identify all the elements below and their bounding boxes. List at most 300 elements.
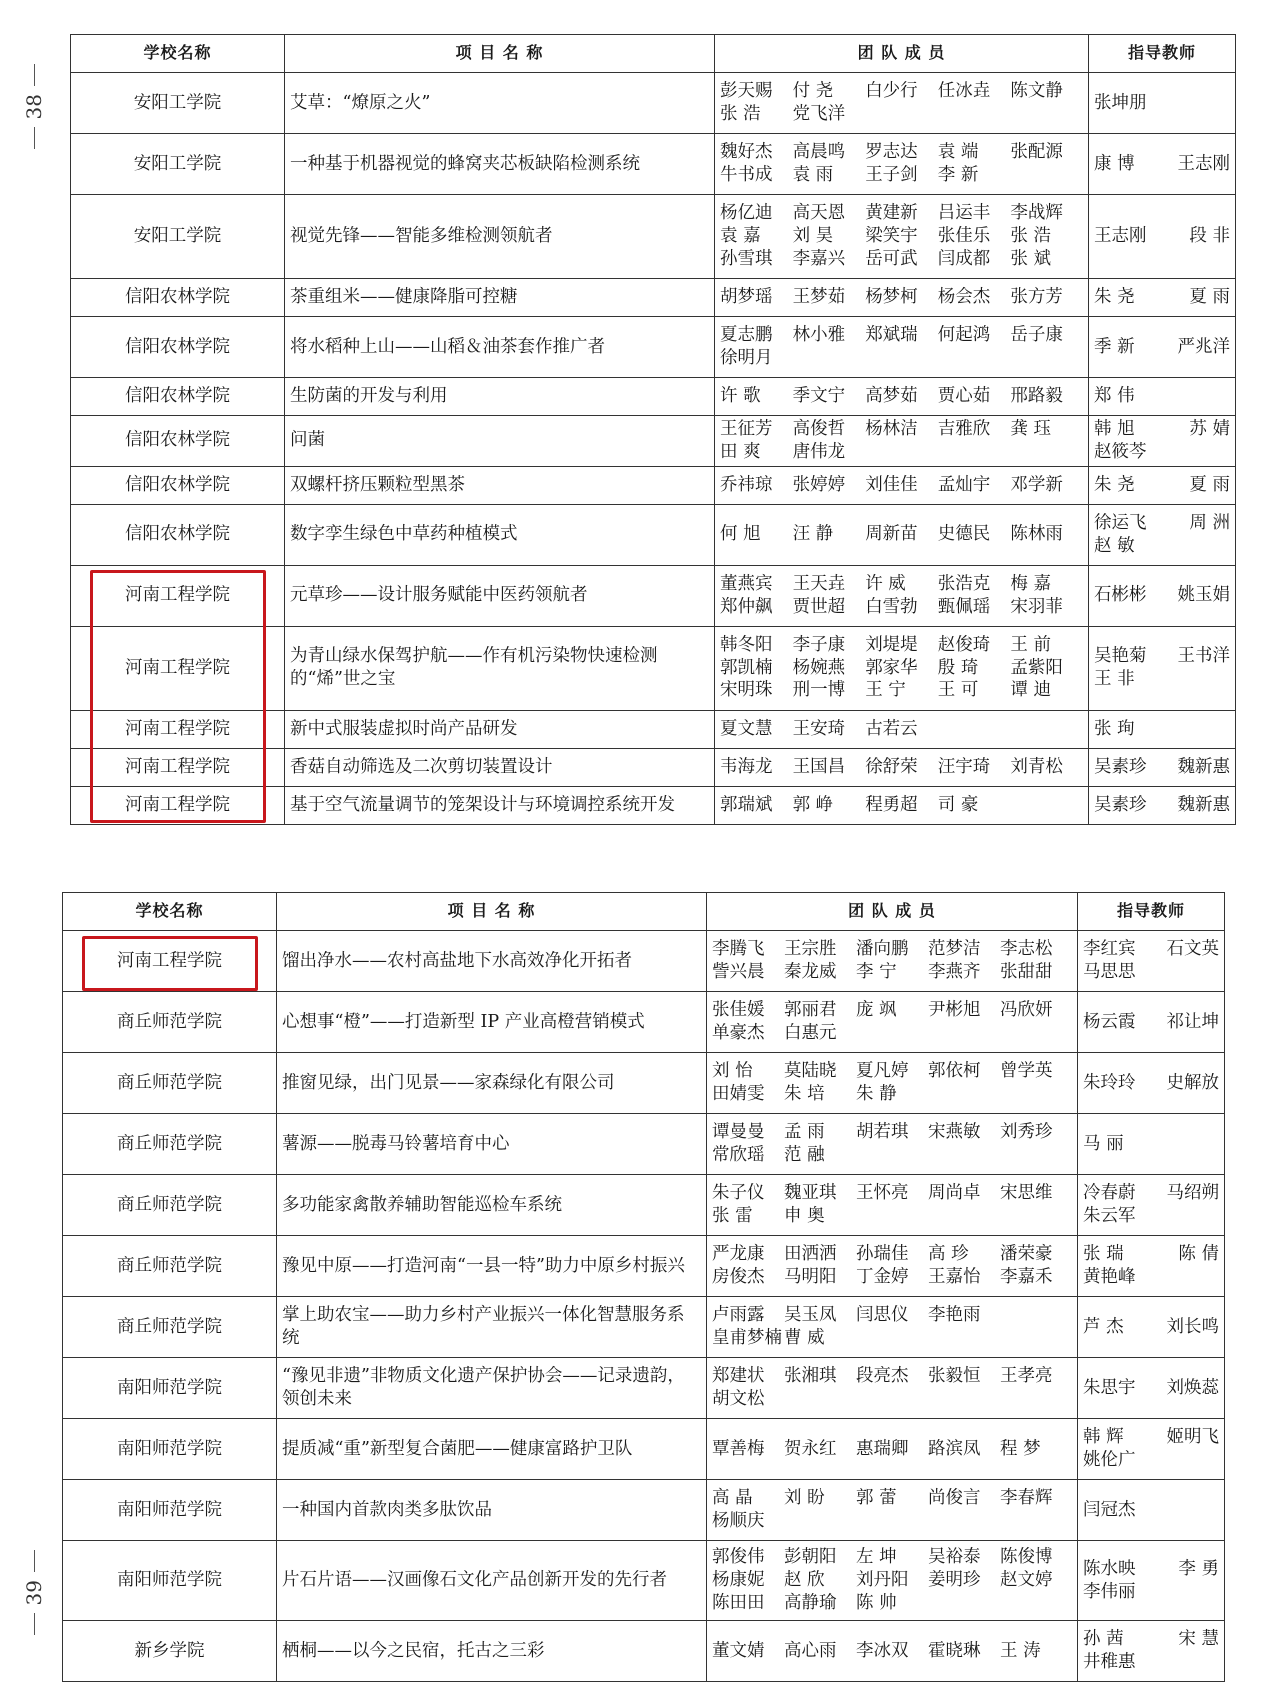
member-name: 高 晶	[712, 1488, 753, 1509]
member-name: 吕运丰	[937, 203, 991, 224]
teacher-name: 朱云军	[1083, 1206, 1136, 1226]
member-name: 古若云	[865, 718, 918, 739]
school-name: 南阳师范学院	[63, 1419, 277, 1480]
table-row	[63, 931, 1225, 992]
header-school: 学校名称	[71, 35, 285, 73]
school-name: 信阳农林学院	[71, 279, 285, 317]
table-row	[71, 466, 1236, 504]
member-name: 黄建新	[865, 203, 918, 224]
teacher-name: 马 丽	[1083, 1133, 1124, 1154]
member-name: 彭朝阳	[784, 1547, 837, 1568]
member-name: 吴玉凤	[784, 1305, 837, 1326]
teacher-name: 井稚惠	[1083, 1652, 1136, 1672]
teacher-name: 马绍朔	[1166, 1183, 1219, 1204]
teacher-name: 李伟丽	[1083, 1581, 1136, 1602]
member-name: 胡文松	[712, 1389, 765, 1409]
teacher-name: 刘焕蕊	[1166, 1377, 1219, 1398]
teacher-name: 郑 伟	[1094, 386, 1135, 407]
member-name: 郭丽君	[784, 1000, 837, 1021]
member-name: 李嘉兴	[792, 248, 846, 269]
project-name: 新中式服装虚拟时尚产品研发	[285, 710, 715, 748]
team-members	[715, 565, 1089, 626]
school-name: 新乡学院	[63, 1621, 277, 1682]
header-members: 团 队 成 员	[715, 35, 1089, 73]
member-name: 何 旭	[720, 524, 761, 545]
page-number-38: 38	[22, 94, 46, 120]
teacher-name: 李 勇	[1178, 1558, 1219, 1579]
member-name: 宋思维	[1000, 1183, 1053, 1204]
advisor-teachers	[1078, 1236, 1225, 1297]
teacher-name: 季 新	[1094, 336, 1135, 357]
table-row	[71, 748, 1236, 786]
page-number-bottom	[14, 1550, 54, 1635]
project-name: 栖桐——以今之民宿，托古之三彩	[277, 1621, 707, 1682]
member-name: 单豪杰	[712, 1023, 765, 1043]
member-name	[1000, 1304, 1072, 1327]
member-name: 李子康	[792, 634, 846, 655]
teacher-name: 黄艳峰	[1083, 1267, 1136, 1287]
school-name: 安阳工学院	[71, 134, 285, 195]
member-name: 刘 怡	[712, 1061, 753, 1082]
table-row	[63, 1297, 1225, 1358]
member-name: 周新苗	[865, 524, 918, 545]
member-name: 潘荣豪	[1000, 1244, 1053, 1265]
table-row	[71, 317, 1236, 378]
member-name: 王 宁	[865, 680, 906, 701]
member-name: 王宗胜	[784, 939, 837, 960]
table-row	[71, 504, 1236, 565]
member-name: 霍晓琳	[928, 1640, 981, 1661]
member-name: 唐伟龙	[792, 441, 846, 462]
member-name: 张浩克	[937, 573, 991, 594]
project-name: 一种国内首款肉类多肽饮品	[277, 1480, 707, 1541]
project-name: 薯源——脱毒马铃薯培育中心	[277, 1114, 707, 1175]
header-teachers: 指导教师	[1089, 35, 1236, 73]
team-members	[707, 1541, 1078, 1621]
member-name: 朱 静	[856, 1084, 897, 1104]
member-name: 高梦茹	[865, 386, 918, 407]
member-name: 刑一博	[792, 680, 846, 701]
table-row	[63, 1053, 1225, 1114]
team-members	[715, 504, 1089, 565]
teacher-name: 祁让坤	[1166, 1011, 1219, 1032]
teacher-name: 吴艳菊	[1094, 646, 1147, 667]
header-project: 项 目 名 称	[277, 893, 707, 931]
member-name: 孟灿宇	[937, 474, 991, 495]
project-name: 为青山绿水保驾护航——作有机污染物快速检测的“烯”世之宝	[285, 626, 715, 710]
teacher-name: 姚伦广	[1083, 1450, 1136, 1470]
page-number-39: 39	[22, 1580, 46, 1606]
team-members	[707, 931, 1078, 992]
project-name: 香菇自动筛选及二次剪切装置设计	[285, 748, 715, 786]
member-name: 张甜甜	[1000, 962, 1053, 982]
team-members	[715, 786, 1089, 824]
member-name: 邓学新	[1010, 474, 1063, 495]
team-members	[715, 134, 1089, 195]
table-row	[63, 1236, 1225, 1297]
table-row	[71, 73, 1236, 134]
team-members	[707, 1358, 1078, 1419]
table-row	[71, 416, 1236, 467]
advisor-teachers	[1089, 786, 1236, 824]
member-name: 刘 昊	[792, 226, 834, 247]
project-name: “豫见非遗”非物质文化遗产保护协会——记录遗韵，领创未来	[277, 1358, 707, 1419]
team-members	[707, 1114, 1078, 1175]
member-name: 杨会杰	[937, 287, 991, 308]
teacher-name: 段 非	[1189, 226, 1230, 247]
project-name: 将水稻种上山——山稻＆油茶套作推广者	[285, 317, 715, 378]
member-name: 袁 雨	[792, 165, 834, 185]
team-members	[715, 73, 1089, 134]
school-name: 商丘师范学院	[63, 1236, 277, 1297]
member-name: 李战辉	[1010, 203, 1063, 224]
advisor-teachers	[1078, 931, 1225, 992]
member-name: 张 浩	[720, 104, 761, 124]
school-name: 河南工程学院	[71, 786, 285, 824]
member-name: 刘青松	[1010, 756, 1063, 777]
header-school: 学校名称	[63, 893, 277, 931]
member-name: 陈俊博	[1000, 1547, 1053, 1568]
school-name: 河南工程学院	[71, 710, 285, 748]
member-name: 郭依柯	[928, 1061, 981, 1082]
project-name: 推窗见绿，出门见景——家森绿化有限公司	[277, 1053, 707, 1114]
project-name: 馏出净水——农村高盐地下水高效净化开拓者	[277, 931, 707, 992]
member-name: 何起鸿	[937, 325, 991, 346]
advisor-teachers	[1089, 710, 1236, 748]
advisor-teachers	[1089, 73, 1236, 134]
advisor-teachers	[1078, 1175, 1225, 1236]
member-name: 马明阳	[784, 1267, 837, 1287]
project-name: 片石片语——汉画像石文化产品创新开发的先行者	[277, 1541, 707, 1621]
member-name: 岳子康	[1010, 325, 1063, 346]
member-name: 王 前	[1010, 634, 1051, 655]
school-name: 南阳师范学院	[63, 1358, 277, 1419]
member-name: 陈田田	[712, 1592, 765, 1613]
member-name: 白少行	[865, 81, 918, 102]
member-name: 程勇超	[865, 794, 918, 815]
teacher-name: 张坤朋	[1094, 92, 1147, 113]
member-name: 魏亚琪	[784, 1183, 837, 1204]
member-name: 田洒洒	[784, 1244, 837, 1265]
member-name: 刘堤堤	[865, 634, 918, 655]
member-name: 张佳乐	[937, 226, 991, 247]
table-row	[63, 1419, 1225, 1480]
member-name: 赵 欣	[784, 1570, 825, 1591]
member-name: 刘丹阳	[856, 1570, 909, 1591]
member-name: 王子剑	[865, 165, 918, 185]
teacher-name: 朱思宇	[1083, 1377, 1136, 1398]
member-name: 胡梦瑶	[720, 287, 773, 308]
teacher-name: 朱 尧	[1094, 474, 1135, 495]
teacher-name: 孙 茜	[1083, 1629, 1124, 1650]
member-name: 闫成都	[937, 248, 991, 269]
school-name: 河南工程学院	[71, 748, 285, 786]
member-name: 司 豪	[937, 794, 979, 815]
member-name: 王梦茹	[792, 287, 846, 308]
member-name: 韩冬阳	[720, 634, 773, 655]
member-name: 郭 蕾	[856, 1488, 897, 1509]
advisor-teachers	[1089, 416, 1236, 467]
teacher-name: 徐运飞	[1094, 512, 1147, 533]
member-name: 李 新	[937, 165, 979, 185]
teacher-name: 魏新惠	[1177, 756, 1230, 777]
advisor-teachers	[1089, 195, 1236, 279]
teacher-name: 赵筱芩	[1094, 441, 1147, 462]
member-name: 陈文静	[1010, 81, 1063, 102]
teacher-name: 康 博	[1094, 153, 1135, 174]
table-row	[71, 279, 1236, 317]
member-name: 尹彬旭	[928, 1000, 981, 1021]
project-name: 数字孪生绿色中草药种植模式	[285, 504, 715, 565]
member-name: 谭曼曼	[712, 1122, 765, 1143]
team-members	[707, 1175, 1078, 1236]
member-name: 刘秀珍	[1000, 1122, 1053, 1143]
member-name: 甄佩瑶	[937, 596, 991, 617]
member-name: 王征芳	[720, 419, 773, 439]
member-name: 郑建状	[712, 1366, 765, 1387]
member-name: 袁 嘉	[720, 226, 761, 247]
advisor-teachers	[1078, 1621, 1225, 1682]
member-name: 王孝亮	[1000, 1366, 1053, 1387]
member-name: 范梦洁	[928, 939, 981, 960]
school-name: 商丘师范学院	[63, 1053, 277, 1114]
school-name: 安阳工学院	[71, 195, 285, 279]
table-row	[71, 378, 1236, 416]
member-name: 惠瑞卿	[856, 1438, 909, 1459]
team-members	[715, 195, 1089, 279]
member-name: 姜明珍	[928, 1570, 981, 1591]
member-name: 田婧雯	[712, 1084, 765, 1104]
advisor-teachers	[1089, 626, 1236, 710]
member-name: 白惠元	[784, 1023, 837, 1043]
member-name: 段亮杰	[856, 1366, 909, 1387]
project-name: 问菌	[285, 416, 715, 467]
table-row	[63, 1175, 1225, 1236]
teacher-name: 王志刚	[1094, 226, 1147, 247]
member-name: 秦龙威	[784, 962, 837, 982]
teacher-name: 杨云霞	[1083, 1011, 1136, 1032]
member-name: 覃善梅	[712, 1438, 765, 1459]
teacher-name: 芦 杰	[1083, 1316, 1124, 1337]
teacher-name: 王志刚	[1177, 153, 1230, 174]
member-name: 郭 峥	[792, 794, 834, 815]
project-name: 双螺杆挤压颗粒型黑茶	[285, 466, 715, 504]
member-name: 徐舒荣	[865, 756, 918, 777]
teacher-name: 朱 尧	[1094, 287, 1135, 308]
school-name: 信阳农林学院	[71, 317, 285, 378]
project-name: 提质减“重”新型复合菌肥——健康富路护卫队	[277, 1419, 707, 1480]
member-name: 许 威	[865, 573, 906, 594]
school-name: 信阳农林学院	[71, 504, 285, 565]
advisor-teachers	[1089, 466, 1236, 504]
member-name: 李腾飞	[712, 939, 765, 960]
table-row	[63, 1541, 1225, 1621]
member-name: 夏凡婷	[856, 1061, 909, 1082]
member-name: 李 宁	[856, 962, 897, 982]
teacher-name: 刘长鸣	[1166, 1316, 1219, 1337]
teacher-name: 马思思	[1083, 962, 1136, 982]
project-name: 艾草：“燎原之火”	[285, 73, 715, 134]
member-name: 曹 威	[784, 1328, 825, 1348]
member-name: 高晨鸣	[792, 142, 846, 163]
teacher-name: 陈 倩	[1178, 1244, 1219, 1265]
teacher-name: 姚玉娟	[1177, 585, 1230, 606]
header-teachers: 指导教师	[1078, 893, 1225, 931]
award-table-page-38	[70, 34, 1236, 825]
advisor-teachers	[1089, 565, 1236, 626]
team-members	[707, 1236, 1078, 1297]
team-members	[707, 1297, 1078, 1358]
school-name: 信阳农林学院	[71, 378, 285, 416]
teacher-name: 苏 婧	[1189, 419, 1230, 439]
member-name: 董燕宾	[720, 573, 773, 594]
table-row	[71, 786, 1236, 824]
member-name: 朱子仪	[712, 1183, 765, 1204]
school-name: 商丘师范学院	[63, 992, 277, 1053]
team-members	[715, 466, 1089, 504]
team-members	[707, 992, 1078, 1053]
member-name: 徐明月	[720, 348, 773, 368]
member-name: 郑斌瑞	[865, 325, 918, 346]
member-name: 宋明珠	[720, 680, 773, 701]
member-name: 陈林雨	[1010, 524, 1063, 545]
table-row	[63, 1358, 1225, 1419]
table-header-row	[71, 35, 1236, 73]
member-name: 季文宁	[792, 386, 846, 407]
member-name: 严龙康	[712, 1244, 765, 1265]
advisor-teachers	[1078, 1358, 1225, 1419]
teacher-name: 王 非	[1094, 669, 1135, 689]
advisor-teachers	[1078, 1297, 1225, 1358]
teacher-name: 冷春蔚	[1083, 1183, 1136, 1204]
member-name: 张毅恒	[928, 1366, 981, 1387]
member-name: 乔祎琼	[720, 474, 773, 495]
member-name: 杨顺庆	[712, 1511, 765, 1531]
advisor-teachers	[1078, 1480, 1225, 1541]
award-table-page-39	[62, 892, 1225, 1682]
member-name: 周尚卓	[928, 1183, 981, 1204]
member-name: 邢路毅	[1010, 386, 1063, 407]
member-name: 张 斌	[1010, 248, 1051, 269]
team-members	[715, 279, 1089, 317]
advisor-teachers	[1089, 378, 1236, 416]
member-name: 孟紫阳	[1010, 657, 1063, 678]
member-name: 訾兴晨	[712, 962, 765, 982]
teacher-name: 宋 慧	[1178, 1629, 1219, 1650]
table-row	[63, 1480, 1225, 1541]
project-name: 视觉先锋——智能多维检测领航者	[285, 195, 715, 279]
advisor-teachers	[1078, 1053, 1225, 1114]
teacher-name: 严兆洋	[1177, 336, 1230, 357]
member-name: 林小雅	[792, 325, 846, 346]
teacher-name: 王书洋	[1177, 646, 1230, 667]
member-name: 龚 珏	[1010, 419, 1051, 439]
member-name: 刘佳佳	[865, 474, 918, 495]
member-name: 赵文婷	[1000, 1570, 1053, 1591]
member-name: 彭天赐	[720, 81, 773, 102]
school-name: 信阳农林学院	[71, 466, 285, 504]
teacher-name: 朱玲玲	[1083, 1072, 1136, 1093]
school-name: 河南工程学院	[71, 626, 285, 710]
advisor-teachers	[1089, 134, 1236, 195]
school-name: 河南工程学院	[63, 931, 277, 992]
member-name: 袁 端	[937, 142, 979, 163]
member-name: 房俊杰	[712, 1267, 765, 1287]
table-row	[71, 710, 1236, 748]
member-name: 王安琦	[792, 718, 846, 739]
member-name: 庞 飒	[856, 1000, 897, 1021]
member-name: 白雪勃	[865, 596, 918, 617]
member-name: 夏志鹏	[720, 325, 773, 346]
member-name: 李嘉禾	[1000, 1267, 1053, 1287]
member-name: 张方芳	[1010, 287, 1063, 308]
header-project: 项 目 名 称	[285, 35, 715, 73]
member-name: 高静瑜	[784, 1592, 837, 1613]
member-name: 高天恩	[792, 203, 846, 224]
advisor-teachers	[1089, 748, 1236, 786]
teacher-name: 史解放	[1166, 1072, 1219, 1093]
member-name: 潘向鹏	[856, 939, 909, 960]
member-name: 贾世超	[792, 596, 846, 617]
advisor-teachers	[1089, 279, 1236, 317]
advisor-teachers	[1089, 317, 1236, 378]
member-name: 李艳雨	[928, 1305, 981, 1326]
member-name: 夏文慧	[720, 718, 773, 739]
table-row	[71, 195, 1236, 279]
member-name: 王怀亮	[856, 1183, 909, 1204]
table-row	[63, 1621, 1225, 1682]
member-name: 田 爽	[720, 441, 761, 462]
member-name: 杨亿迪	[720, 203, 773, 224]
member-name: 任冰垚	[937, 81, 991, 102]
advisor-teachers	[1078, 1419, 1225, 1480]
school-name: 信阳农林学院	[71, 416, 285, 467]
member-name: 路滨凤	[928, 1438, 981, 1459]
member-name: 董文婧	[712, 1640, 765, 1661]
member-name: 郭家华	[865, 657, 918, 678]
member-name: 张婷婷	[792, 474, 846, 495]
project-name: 基于空气流量调节的笼架设计与环境调控系统开发	[285, 786, 715, 824]
school-name: 商丘师范学院	[63, 1114, 277, 1175]
member-name: 丁金婷	[856, 1267, 909, 1287]
member-name: 郭瑞斌	[720, 794, 773, 815]
member-name: 韦海龙	[720, 756, 773, 777]
teacher-name: 石彬彬	[1094, 585, 1147, 606]
member-name: 张配源	[1010, 142, 1063, 163]
member-name: 孟 雨	[784, 1122, 825, 1143]
member-name: 杨康妮	[712, 1570, 765, 1591]
school-name: 河南工程学院	[71, 565, 285, 626]
member-name: 莫陆晓	[784, 1061, 837, 1082]
member-name: 汪宇琦	[937, 756, 991, 777]
table-row	[71, 565, 1236, 626]
project-name: 元草珍——设计服务赋能中医药领航者	[285, 565, 715, 626]
member-name: 宋燕敏	[928, 1122, 981, 1143]
teacher-name: 韩 旭	[1094, 419, 1135, 439]
teacher-name: 张 珣	[1094, 718, 1135, 739]
teacher-name: 陈水映	[1083, 1558, 1136, 1579]
team-members	[715, 748, 1089, 786]
member-name: 郑仲飙	[720, 596, 773, 617]
member-name: 牛书成	[720, 165, 773, 185]
member-name: 胡若琪	[856, 1122, 909, 1143]
teacher-name: 石文英	[1166, 939, 1219, 960]
member-name: 梁笑宇	[865, 226, 918, 247]
school-name: 商丘师范学院	[63, 1297, 277, 1358]
project-name: 生防菌的开发与利用	[285, 378, 715, 416]
member-name: 高心雨	[784, 1640, 837, 1661]
member-name: 吴裕泰	[928, 1547, 981, 1568]
